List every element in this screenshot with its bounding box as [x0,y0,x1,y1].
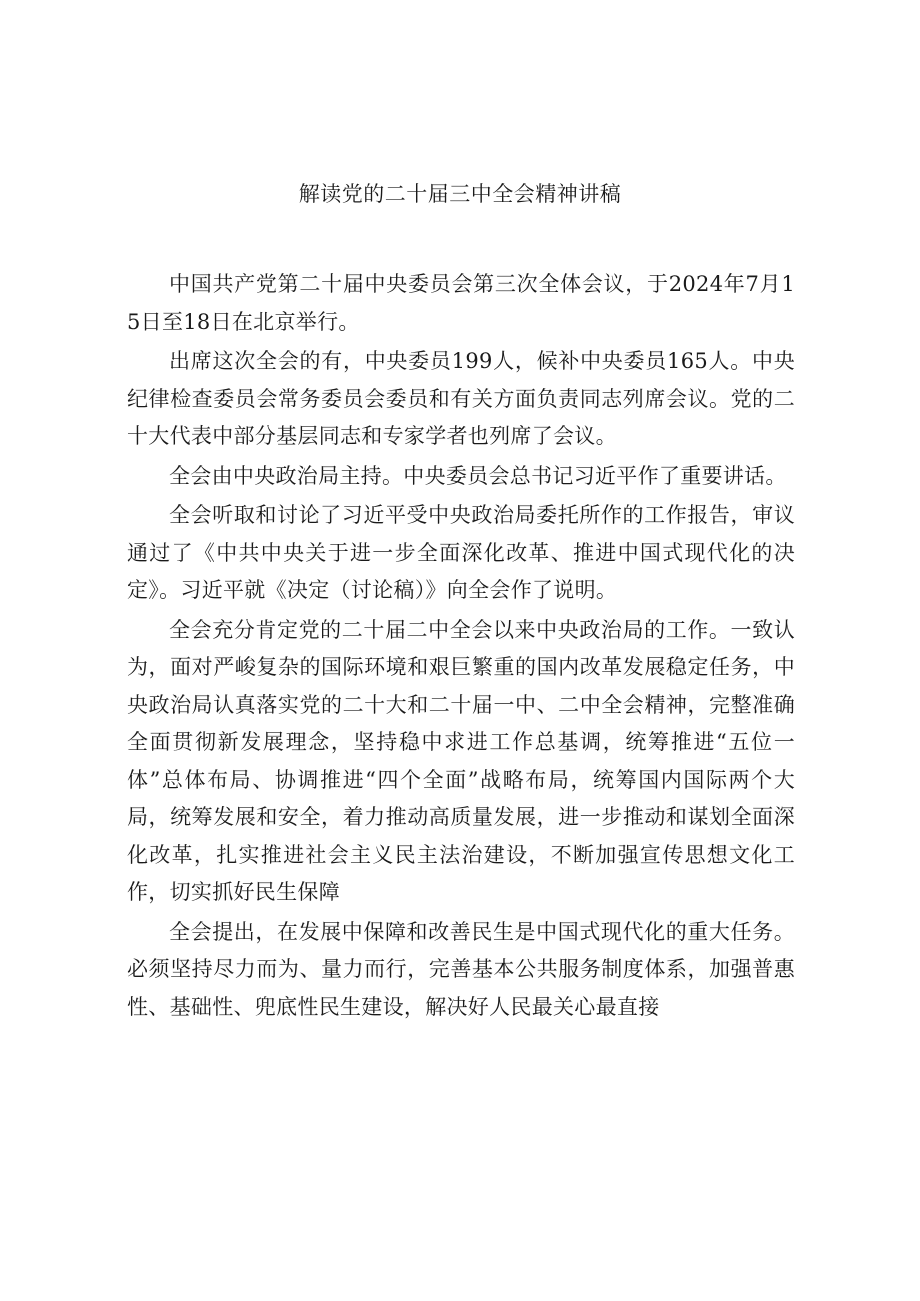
paragraph-presiding: 全会由中央政治局主持。中央委员会总书记习近平作了重要讲话。 [169,463,787,488]
paragraph-livelihood: 全会提出，在发展中保障和改善民生是中国式现代化的重大任务。必须坚持尽力而为、量力而行，完善基本公共服务制度体系，加强普惠性、基础性、兜底性民生建设，解决好人民最关心最直接 [127,919,795,1019]
paragraph-work-affirmation: 全会充分肯定党的二十届二中全会以来中央政治局的工作。一致认为，面对严峻复杂的国际环境和艰巨繁重的国内改革发展稳定任务，中央政治局认真落实党的二十大和二十届一中、二中全会精神，完整准确全面贯彻新发展理念，坚持稳中求进工作总基调，统筹推进“五位一体”总体布局、协调推进“四个全面”战略布局，统筹国内国际两个大局，统筹发展和安全，着力推动高质量发展，进一步推动和谋划全面深化改革，扎实推进社会主义民主法治建设，不断加强宣传思想文化工作，切实抓好民生保障 [127,617,795,904]
paragraph-meeting-intro: 中国共产党第二十届中央委员会第三次全体会议，于2024年7月15日至18日在北京举行。 [127,272,795,334]
document-body [127,266,795,1028]
paragraph-attendance: 出席这次全会的有，中央委员199人，候补中央委员165人。中央纪律检查委员会常务委员会委员和有关方面负责同志列席会议。党的二十大代表中部分基层同志和专家学者也列席了会议。 [127,349,795,448]
paragraph-report-decision: 全会听取和讨论了习近平受中央政治局委托所作的工作报告，审议通过了《中共中央关于进一步全面深化改革、推进中国式现代化的决定》。习近平就《决定（讨论稿）》向全会作了说明。 [127,503,795,602]
document-title: 解读党的二十届三中全会精神讲稿 [298,182,622,206]
